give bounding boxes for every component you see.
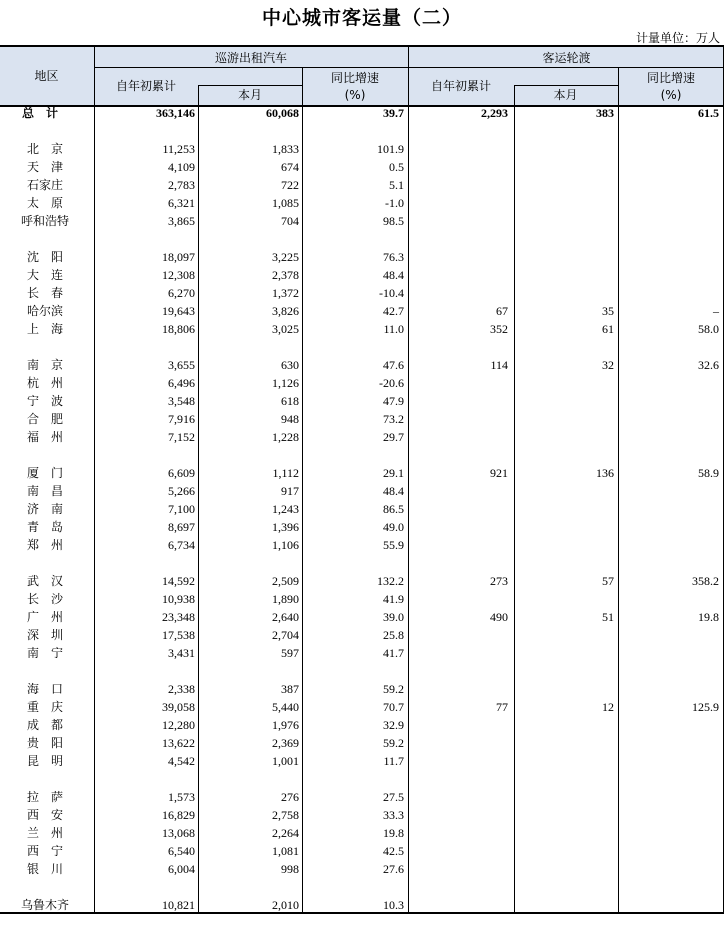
table-row: [0, 320, 724, 338]
cell-t2: 1,976: [272, 718, 299, 732]
region-name: 贵 阳: [26, 736, 63, 750]
header-region: 地区: [34, 69, 59, 83]
region-name: 成 都: [26, 718, 63, 732]
cell-f3: 58.9: [698, 466, 719, 480]
table-row: [0, 644, 724, 662]
cell-t3: 42.5: [383, 844, 404, 858]
cell-t3: 19.8: [383, 826, 404, 840]
table-row: [0, 842, 724, 860]
header-taxi-yoy: 同比增速: [330, 71, 379, 85]
region-name: 长 春: [26, 286, 63, 300]
cell-t1: 4,542: [168, 754, 195, 768]
cell-t1: 13,068: [162, 826, 195, 840]
region-name: 上 海: [26, 322, 63, 336]
region-name: 昆 明: [26, 754, 63, 768]
cell-t2: 998: [281, 862, 299, 876]
total-row: [0, 104, 724, 122]
header-divider: [302, 67, 303, 105]
cell-t3: 59.2: [383, 736, 404, 750]
cell-f3: 358.2: [692, 574, 719, 588]
cell-t2: 2,264: [272, 826, 299, 840]
cell-t1: 3,431: [168, 646, 195, 660]
cell-t2: 917: [281, 484, 299, 498]
cell-f1: 67: [496, 304, 508, 318]
cell-t1: 19,643: [162, 304, 195, 318]
cell-t2: 387: [281, 682, 299, 696]
table-row: [0, 248, 724, 266]
cell-t3: 42.7: [383, 304, 404, 318]
region-name: 厦 门: [26, 466, 63, 480]
table-row: [0, 860, 724, 878]
cell-f1: 114: [490, 358, 508, 372]
cell-t2: 1,396: [272, 520, 299, 534]
cell-t1: 6,540: [168, 844, 195, 858]
region-name: 呼和浩特: [20, 214, 69, 228]
cell-t1: 1,573: [168, 790, 195, 804]
cell-f1: 77: [496, 700, 508, 714]
cell-t1: 7,916: [168, 412, 195, 426]
table-row: [0, 536, 724, 554]
region-name: 济 南: [26, 502, 63, 516]
header-taxi-ytd: 自年初累计: [115, 79, 176, 93]
cell-f2: 57: [602, 574, 614, 588]
cell-t1: 12,280: [162, 718, 195, 732]
table-row: [0, 284, 724, 302]
table-row: [0, 374, 724, 392]
cell-t3: 48.4: [383, 268, 404, 282]
cell-t1: 4,109: [168, 160, 195, 174]
region-name: 郑 州: [26, 538, 63, 552]
region-name: 北 京: [26, 142, 63, 156]
cell-t1: 16,829: [162, 808, 195, 822]
table-row: [0, 734, 724, 752]
cell-t2: 2,369: [272, 736, 299, 750]
header-taxi: 巡游出租汽车: [214, 51, 287, 65]
cell-t1: 12,308: [162, 268, 195, 282]
cell-t2: 3,025: [272, 322, 299, 336]
table-row: [0, 518, 724, 536]
cell-t2: 1,001: [272, 754, 299, 768]
cell-t3: 101.9: [377, 142, 404, 156]
cell-t3: 49.0: [383, 520, 404, 534]
cell-f3: 19.8: [698, 610, 719, 624]
region-name: 银 川: [26, 862, 63, 876]
cell-t2: 276: [281, 790, 299, 804]
region-name: 西 安: [26, 808, 63, 822]
table-row: [0, 680, 724, 698]
table-row: [0, 212, 724, 230]
cell-t2: 948: [281, 412, 299, 426]
cell-t3: 132.2: [377, 574, 404, 588]
header-ferry: 客运轮渡: [542, 51, 591, 65]
cell-t3: 5.1: [389, 178, 404, 192]
cell-t3: 33.3: [383, 808, 404, 822]
cell-t2: 2,640: [272, 610, 299, 624]
cell-t1: 2,338: [168, 682, 195, 696]
cell-t1: 6,270: [168, 286, 195, 300]
cell-t1: 14,592: [162, 574, 195, 588]
cell-f2: 35: [602, 304, 614, 318]
cell-t2: 630: [281, 358, 299, 372]
table-row: [0, 716, 724, 734]
cell-t1: 363,146: [156, 106, 195, 120]
table-row: [0, 608, 724, 626]
cell-t1: 8,697: [168, 520, 195, 534]
table-row: [0, 788, 724, 806]
region-name: 深 圳: [26, 628, 63, 642]
table-row: [0, 482, 724, 500]
region-name: 宁 波: [26, 394, 63, 408]
table-row: [0, 428, 724, 446]
table-row: [0, 158, 724, 176]
cell-t2: 1,081: [272, 844, 299, 858]
cell-t1: 10,938: [162, 592, 195, 606]
cell-t3: -1.0: [385, 196, 404, 210]
cell-f1: 921: [490, 466, 508, 480]
region-name: 天 津: [26, 160, 63, 174]
header-taxi-pct: (%): [344, 88, 366, 102]
table-row: [0, 266, 724, 284]
header-divider: [198, 85, 199, 105]
region-name: 广 州: [26, 610, 63, 624]
cell-t2: 3,225: [272, 250, 299, 264]
cell-t1: 13,622: [162, 736, 195, 750]
region-name: 合 肥: [26, 412, 63, 426]
region-name: 福 州: [26, 430, 63, 444]
cell-t3: 55.9: [383, 538, 404, 552]
table-row: [0, 806, 724, 824]
table-row: [0, 140, 724, 158]
region-name: 南 宁: [26, 646, 63, 660]
region-name: 南 京: [26, 358, 63, 372]
table-row: [0, 572, 724, 590]
cell-t2: 5,440: [272, 700, 299, 714]
cell-t1: 11,253: [162, 142, 195, 156]
cell-f2: 32: [602, 358, 614, 372]
header-ferry-pct: (%): [660, 88, 682, 102]
cell-f2: 51: [602, 610, 614, 624]
cell-t3: 11.7: [383, 754, 404, 768]
cell-t3: 39.0: [383, 610, 404, 624]
header-divider: [94, 67, 724, 68]
cell-t1: 6,734: [168, 538, 195, 552]
region-name: 武 汉: [26, 574, 63, 588]
region-name: 杭 州: [26, 376, 63, 390]
cell-t3: 41.9: [383, 592, 404, 606]
region-name: 青 岛: [26, 520, 63, 534]
cell-f1: 2,293: [481, 106, 508, 120]
cell-t1: 7,152: [168, 430, 195, 444]
cell-t1: 18,806: [162, 322, 195, 336]
table-row: [0, 590, 724, 608]
table-row: [0, 176, 724, 194]
cell-t1: 3,865: [168, 214, 195, 228]
cell-t2: 1,126: [272, 376, 299, 390]
cell-t3: -10.4: [379, 286, 404, 300]
region-name: 太 原: [26, 196, 63, 210]
table-row: [0, 464, 724, 482]
region-name: 兰 州: [26, 826, 63, 840]
table-row: [0, 626, 724, 644]
region-name: 海 口: [26, 682, 63, 696]
cell-t2: 1,372: [272, 286, 299, 300]
cell-t3: 32.9: [383, 718, 404, 732]
page-title: 中心城市客运量（二）: [261, 7, 462, 29]
cell-t1: 6,496: [168, 376, 195, 390]
cell-t3: 29.1: [383, 466, 404, 480]
cell-t2: 704: [281, 214, 299, 228]
cell-t3: 29.7: [383, 430, 404, 444]
cell-t2: 60,068: [266, 106, 299, 120]
cell-t3: 98.5: [383, 214, 404, 228]
table-row: [0, 410, 724, 428]
table-row: [0, 752, 724, 770]
table-row: [0, 302, 724, 320]
cell-f2: 383: [596, 106, 614, 120]
cell-t2: 3,826: [272, 304, 299, 318]
cell-f3: 125.9: [692, 700, 719, 714]
table-row: [0, 500, 724, 518]
cell-t1: 6,004: [168, 862, 195, 876]
cell-t1: 10,821: [162, 898, 195, 912]
cell-t2: 1,228: [272, 430, 299, 444]
region-name: 大 连: [26, 268, 63, 282]
cell-t1: 17,538: [162, 628, 195, 642]
table-row: [0, 698, 724, 716]
region-name: 重 庆: [26, 700, 63, 714]
cell-t1: 6,321: [168, 196, 195, 210]
cell-t1: 3,655: [168, 358, 195, 372]
cell-t3: 11.0: [383, 322, 404, 336]
cell-t2: 597: [281, 646, 299, 660]
header-ferry-yoy: 同比增速: [646, 71, 695, 85]
cell-t3: 10.3: [383, 898, 404, 912]
cell-t2: 1,106: [272, 538, 299, 552]
cell-t1: 7,100: [168, 502, 195, 516]
cell-f2: 136: [596, 466, 614, 480]
cell-f1: 490: [490, 610, 508, 624]
cell-t3: 39.7: [383, 106, 404, 120]
cell-t2: 618: [281, 394, 299, 408]
header-divider: [198, 85, 302, 86]
header-ferry-month: 本月: [553, 88, 578, 102]
region-name: 西 宁: [26, 844, 63, 858]
cell-t3: 25.8: [383, 628, 404, 642]
region-name: 拉 萨: [26, 790, 63, 804]
region-name: 石家庄: [26, 178, 63, 192]
header-ferry-ytd: 自年初累计: [430, 79, 491, 93]
cell-t2: 674: [281, 160, 299, 174]
region-name: 哈尔滨: [26, 304, 63, 318]
cell-t3: 27.6: [383, 862, 404, 876]
table-bottom-border: [0, 912, 724, 914]
cell-t3: 0.5: [389, 160, 404, 174]
table-row: [0, 392, 724, 410]
region-name: 沈 阳: [26, 250, 63, 264]
region-name: 南 昌: [26, 484, 63, 498]
cell-t2: 2,704: [272, 628, 299, 642]
cell-t2: 2,378: [272, 268, 299, 282]
table-header: [0, 45, 724, 107]
cell-t2: 722: [281, 178, 299, 192]
cell-f3: 32.6: [698, 358, 719, 372]
cell-t3: 76.3: [383, 250, 404, 264]
unit-label: 计量单位：万人: [635, 31, 720, 45]
cell-t3: 47.9: [383, 394, 404, 408]
cell-t2: 1,833: [272, 142, 299, 156]
cell-f3: 61.5: [698, 106, 719, 120]
cell-t1: 39,058: [162, 700, 195, 714]
cell-t1: 6,609: [168, 466, 195, 480]
header-divider: [514, 85, 515, 105]
table-row: [0, 824, 724, 842]
cell-t1: 2,783: [168, 178, 195, 192]
cell-t2: 1,890: [272, 592, 299, 606]
cell-t2: 1,112: [272, 466, 299, 480]
cell-t3: 73.2: [383, 412, 404, 426]
cell-t3: 27.5: [383, 790, 404, 804]
cell-f3: 58.0: [698, 322, 719, 336]
cell-t2: 2,010: [272, 898, 299, 912]
cell-t2: 2,509: [272, 574, 299, 588]
cell-t3: 48.4: [383, 484, 404, 498]
table-row: [0, 356, 724, 374]
cell-f1: 273: [490, 574, 508, 588]
cell-t3: -20.6: [379, 376, 404, 390]
cell-f1: 352: [490, 322, 508, 336]
cell-t2: 2,758: [272, 808, 299, 822]
cell-t1: 23,348: [162, 610, 195, 624]
cell-t3: 47.6: [383, 358, 404, 372]
cell-f3: –: [713, 304, 719, 318]
region-name: 总 计: [22, 106, 59, 120]
region-name: 乌鲁木齐: [20, 898, 69, 912]
cell-f2: 12: [602, 700, 614, 714]
header-divider: [514, 85, 618, 86]
cell-t1: 18,097: [162, 250, 195, 264]
cell-t1: 3,548: [168, 394, 195, 408]
header-divider: [618, 67, 619, 105]
cell-f2: 61: [602, 322, 614, 336]
table-row: [0, 194, 724, 212]
cell-t3: 70.7: [383, 700, 404, 714]
cell-t1: 5,266: [168, 484, 195, 498]
cell-t3: 86.5: [383, 502, 404, 516]
cell-t3: 59.2: [383, 682, 404, 696]
region-name: 长 沙: [26, 592, 63, 606]
header-taxi-month: 本月: [237, 88, 262, 102]
cell-t2: 1,085: [272, 196, 299, 210]
cell-t2: 1,243: [272, 502, 299, 516]
cell-t3: 41.7: [383, 646, 404, 660]
